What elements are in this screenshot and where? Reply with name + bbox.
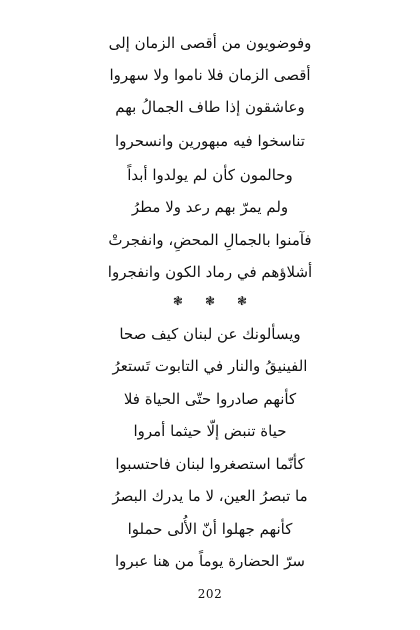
- verse-line: كأنّما استصغروا لبنان فاحتسبوا: [115, 455, 305, 473]
- page-number: 202: [197, 587, 223, 601]
- verse-line: ولم يمرّ بهم رعد ولا مطرُ: [131, 198, 289, 216]
- verse-line: ويسألونك عن لبنان كيف صحا: [119, 325, 301, 343]
- star-icon: ❃: [172, 294, 183, 308]
- verse-line: كأنهم صادروا حتّى الحياة فلا: [123, 390, 297, 408]
- verse-line: كأنهم جهلوا أنّ الأُلى حملوا: [127, 520, 293, 538]
- verse-line: حياة تنبض إلّا حيثما أمروا: [133, 422, 287, 440]
- stanza-divider: [0, 293, 420, 309]
- verse-line: ما تبصرُ العين، لا ما يدرك البصرُ: [112, 487, 308, 505]
- verse-line: أقصى الزمان فلا ناموا ولا سهروا: [109, 66, 311, 84]
- verse-line: سرّ الحضارة يوماً من هنا عبروا: [115, 552, 305, 570]
- verse-line: وفوضويون من أقصى الزمان إلى: [108, 34, 312, 52]
- star-icon: ❃: [204, 294, 216, 308]
- star-icon: ❃: [237, 294, 248, 308]
- verse-line: وعاشقون إذا طاف الجمالُ بهم: [115, 98, 305, 116]
- verse-line: فآمنوا بالجمالِ المحضِ، وانفجرتْ: [108, 231, 312, 249]
- verse-line: وحالمون كأن لم يولدوا أبداً: [127, 166, 293, 184]
- verse-line: أشلاؤهم في رماد الكون وانفجروا: [107, 263, 313, 281]
- verse-line: تناسخوا فيه مبهورين وانسحروا: [115, 132, 305, 150]
- verse-line: الفينيقُ والنار في التابوت تَستعرُ: [112, 357, 308, 375]
